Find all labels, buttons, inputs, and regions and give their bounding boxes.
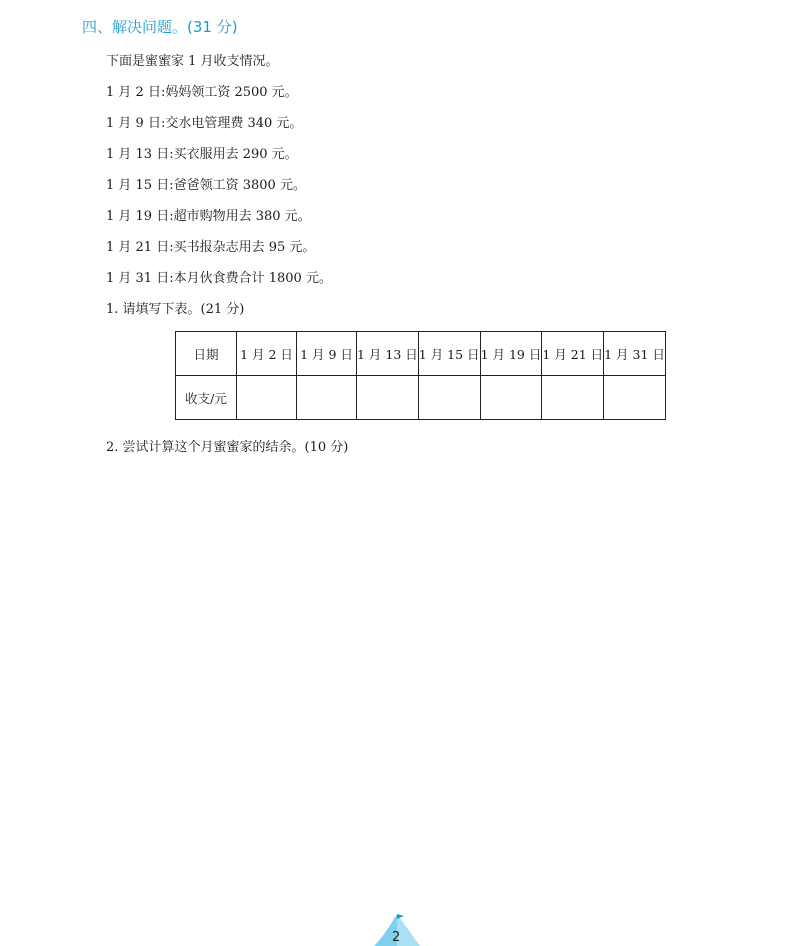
date-cell: 1 月 21 日 <box>542 332 604 376</box>
answer-cell[interactable] <box>237 376 297 420</box>
date-cell: 1 月 2 日 <box>237 332 297 376</box>
answer-cell[interactable] <box>604 376 666 420</box>
table-row-dates <box>176 332 666 376</box>
question-1: 1. 请填写下表。(21 分) <box>106 302 245 317</box>
record-item: 1 月 13 日:买衣服用去 290 元。 <box>106 147 298 162</box>
table-row-label: 收支/元 <box>176 376 237 420</box>
intro-text: 下面是蜜蜜家 1 月收支情况。 <box>106 54 279 69</box>
date-cell: 1 月 9 日 <box>297 332 357 376</box>
record-item: 1 月 21 日:买书报杂志用去 95 元。 <box>106 240 316 255</box>
record-item: 1 月 9 日:交水电管理费 340 元。 <box>106 116 303 131</box>
table-header-label: 日期 <box>176 332 237 376</box>
page-number: 2 <box>392 930 401 945</box>
date-cell: 1 月 13 日 <box>357 332 419 376</box>
date-cell: 1 月 19 日 <box>480 332 542 376</box>
record-item: 1 月 31 日:本月伙食费合计 1800 元。 <box>106 271 332 286</box>
answer-cell[interactable] <box>542 376 604 420</box>
income-expense-table <box>175 331 666 420</box>
answer-cell[interactable] <box>418 376 480 420</box>
date-cell: 1 月 31 日 <box>604 332 666 376</box>
record-item: 1 月 19 日:超市购物用去 380 元。 <box>106 209 311 224</box>
answer-cell[interactable] <box>480 376 542 420</box>
answer-cell[interactable] <box>297 376 357 420</box>
record-item: 1 月 15 日:爸爸领工资 3800 元。 <box>106 178 306 193</box>
table-row-values <box>176 376 666 420</box>
answer-cell[interactable] <box>357 376 419 420</box>
date-cell: 1 月 15 日 <box>418 332 480 376</box>
record-item: 1 月 2 日:妈妈领工资 2500 元。 <box>106 85 298 100</box>
question-2: 2. 尝试计算这个月蜜蜜家的结余。(10 分) <box>106 440 349 455</box>
section-title: 四、解决问题。(31 分) <box>82 18 238 36</box>
